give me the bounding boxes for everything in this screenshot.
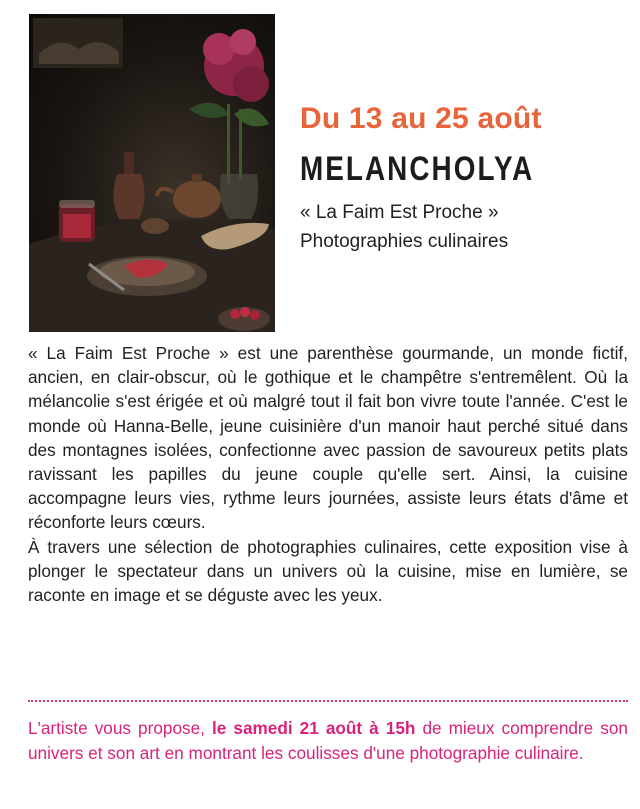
exhibition-title: « La Faim Est Proche » <box>300 202 499 223</box>
description <box>28 341 628 607</box>
jam-jar <box>59 200 95 242</box>
cup <box>141 218 169 234</box>
still-life-photo <box>29 14 275 332</box>
promo-date-time: le samedi 21 août à 15h <box>212 718 416 738</box>
raspberry-bowl <box>218 307 270 331</box>
event-dates: Du 13 au 25 août <box>300 102 542 135</box>
promo-intro: L'artiste vous propose, <box>28 718 212 738</box>
dotted-divider <box>28 700 628 702</box>
carafe <box>113 152 144 219</box>
teapot <box>157 174 221 218</box>
still-life-illustration <box>29 14 275 332</box>
exhibition-type: Photographies culinaires <box>300 231 509 252</box>
exhibition-subtitle <box>300 198 508 256</box>
description-paragraph: « La Faim Est Proche » est une parenthèse gourmande, un monde fictif, ancien, en clair-obscur, où le gothique et le champêtre s'entremêlent. Où la mélancolie s'est érigée et où malgré tout il fait bon vivre toute l'année. C'est le monde où Hanna-Belle, jeune cuisinière d'un manoir haut perché situé dans des montagnes isolées, confectionne avec passion de savoureux petits plats ravissant les papilles du jeune couple qu'elle sert. Ainsi, la cuisine accompagne leurs vies, rythme leurs journées, assiste leurs états d'âme et réconforte leurs cœurs. <box>28 343 628 533</box>
artist-name: MELANCHOLYA <box>300 150 535 188</box>
flower-bouquet <box>189 29 269 184</box>
vase <box>220 174 258 219</box>
workshop-announcement <box>28 716 628 766</box>
promo-details: de mieux comprendre son univers et son art en montrant les coulisses d'une photographie culinaire. <box>28 718 628 763</box>
description-paragraph: À travers une sélection de photographies culinaires, cette exposition vise à plonger le spectateur dans un univers où la cuisine, mise en lumière, se raconte en image et se déguste avec les yeux. <box>28 536 628 606</box>
